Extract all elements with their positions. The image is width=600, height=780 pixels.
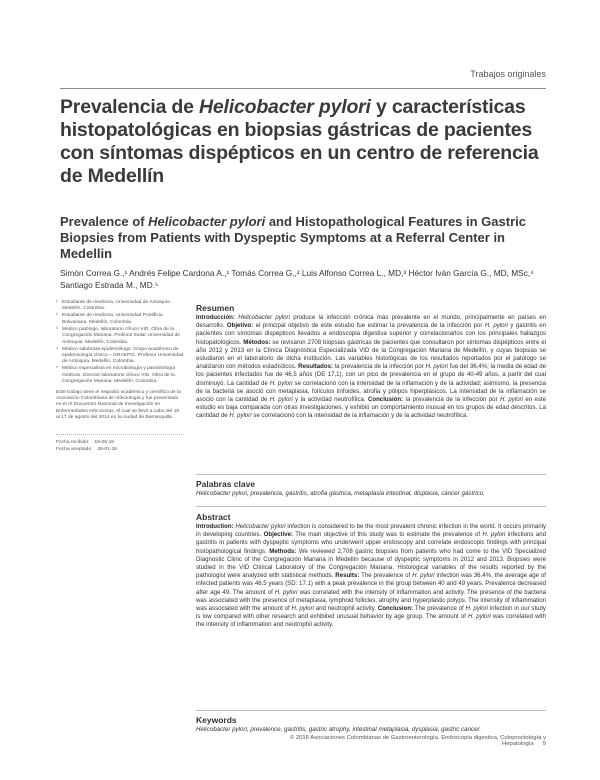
abstract-objective-label: Objective: [263, 531, 294, 539]
section-divider [196, 506, 546, 507]
resumen-heading: Resumen [196, 303, 235, 313]
footnote-text: Estudiante de medicina, Universidad Pontificia Bolivariana. Medellín, Colombia. [62, 313, 163, 325]
resumen-species: H. pylori [484, 322, 508, 330]
abstract-conclusion-text: infection in our study is low compared with other research and exhibited unusual behavior by age group. The amount of [196, 605, 546, 621]
footnote-item [56, 300, 184, 313]
accepted-date [56, 447, 184, 453]
footnote-number: ⁴ [56, 346, 59, 352]
received-label: Fecha recibido: [56, 439, 90, 445]
title-english [60, 214, 550, 262]
palabras-clave-section [196, 479, 546, 498]
accepted-label: Fecha aceptado: [56, 447, 93, 453]
keywords-text: Helicobacter pylori, prevalence, gastritis, gastric atrophy, intestinal metaplasia, dysplasia, gastric cancer. [196, 726, 482, 733]
footnote-number: ² [56, 313, 58, 319]
abstract-species: H. pylori [482, 531, 506, 539]
abstract-intro-label: Introduction: [196, 523, 234, 530]
abstract-species: H. pylori [291, 605, 314, 613]
footnote-item [56, 347, 184, 366]
footnote-text: Médico especialista en microbiología y parasitología médicas. Director laboratorio clínico VID, Obra de la Congregación Mariana. Medellín, Colombia. [62, 366, 176, 385]
palabras-clave-text: Helicobacter pylori, prevalencia, gastritis, atrofia gástrica, metaplasia intestinal, displasia, cáncer gástrico. [196, 490, 485, 497]
abstract-objective-text: The main objective of this study was to estimate the prevalence of [293, 531, 483, 539]
received-date [56, 440, 184, 446]
abstract-results-text: was correlated with the intensity of inflammation and activity. The presence of the bacteria was associated with the presence of metaplasia, lymphoid follicles, atrophy and hyperplastic polyps. The intensity of inflammation was associated with the amount of [196, 588, 546, 613]
author-line-2: Santiago Estrada M., MD.⁵ [60, 280, 159, 290]
support-note: Este trabajo tiene el respaldo académico y científico de la Asociación Colombiana de Infectología y fue presentado en el IX Encuentro Nacional de Investigación en Enfermedades Infecciosas, el cual se llevó a cabo del 15 al 17 de agosto del 2014 en la ciudad de Barranquilla. [56, 389, 181, 421]
section-divider [196, 710, 546, 711]
resumen-body [196, 314, 546, 421]
resumen-intro-label: Introducción: [196, 314, 235, 321]
footnote-text: Médico salubrista epidemiólogo. Grupo académico de epidemiología clínica – GRAEPIC. Profesor Universidad de Antioquia. Medellín, Colombia. [62, 346, 184, 365]
footer-copyright: © 2016 Asociaciones Colombianas de Gastroenterología, Endoscopia digestiva, Coloproctología y Hepatología [289, 735, 546, 747]
footnote-number: ¹ [56, 300, 58, 305]
footnote-separator [56, 434, 184, 435]
footnote-number: ³ [56, 326, 58, 332]
resumen-section [196, 303, 546, 421]
abstract-methods-text: We reviewed 2,708 gastric biopsies from patients who had come to the VID Specialized Diagnostic Clinic of the Congregación Mariana in Medellín because of dyspeptic symptoms in 2012 and 2013. Biopsies were studied in the VID Clinical Laboratory of the Congregación Mariana. Histological variables of the results reported by the pathologist were analyzed with statistical methods. [196, 547, 546, 580]
footnote-text: Médico patólogo, laboratorio clínico VID, Obra de la Congregación Mariana. Profesor titular Universidad de Antioquia. Medellín, Colombia. [62, 326, 180, 345]
abstract-species: Helicobacter pylori [235, 523, 286, 530]
abstract-conclusion-text: The prevalence of [413, 605, 466, 613]
footnote-item [56, 327, 184, 346]
abstract-body [196, 523, 546, 630]
resumen-species: Helicobacter pylori [238, 314, 290, 321]
title-es-pre: Prevalencia de [60, 96, 200, 118]
accepted-value: 26-01-16 [97, 447, 118, 453]
resumen-conclusion-label: Conclusión: [367, 396, 404, 404]
abstract-conclusion-text: was correlated with the intensity of inflammation and neutrophil activity. [196, 613, 546, 629]
title-es-post: y características histopatológicas en biopsias gástricas de pacientes con síntomas dispépticos en un centro de referencia de Medellín [60, 96, 539, 187]
author-list [60, 267, 546, 291]
resumen-conclusion-text: la prevalencia de la infección por [403, 396, 500, 404]
abstract-section [196, 512, 546, 630]
title-es-species: Helicobacter pylori [199, 96, 371, 118]
abstract-heading: Abstract [196, 512, 231, 522]
author-line-1: Simón Correa G.,¹ Andrés Felipe Cardona A.,¹ Tomás Correa G.,² Luis Alfonso Correa L., MD,³ Héctor Iván García G., MD, MSc,⁴ [60, 268, 534, 278]
section-label: Trabajos originales [470, 69, 546, 79]
abstract-results-text: infection was 36.4%, the average age of infected patients was 46.5 years (SD: 17.1) with a peak prevalence in the group between 40 and 49 years. Prevalence decreased after age 49. The amount of [196, 572, 546, 596]
title-spanish [60, 96, 550, 188]
resumen-species: H. pylori [499, 396, 523, 404]
abstract-species: H. pylori [274, 588, 298, 596]
resumen-species: H. pylori [425, 363, 448, 371]
resumen-results-text: fue del 36,4%; la media de edad de los pacientes infectados fue de 46,5 años (DE 17,1), con un pico de prevalencia en el grupo de 40-49 años, a partir del cual disminuyó. La cantidad de [196, 363, 546, 387]
abstract-results-text: and neutrophil activity. [313, 605, 378, 613]
keywords-heading: Keywords [196, 715, 237, 725]
header-rule [60, 88, 546, 89]
resumen-results-label: Resultados: [298, 363, 334, 371]
title-en-pre: Prevalence of [60, 214, 149, 229]
abstract-conclusion-label: Conclusion: [377, 605, 414, 613]
resumen-species: H. pylori [269, 396, 293, 404]
abstract-intro-text: infection is considered to be the most prevalent chronic infection in the world. It occurs primarily in developing countries. [196, 523, 546, 539]
affiliation-footnotes [56, 300, 184, 455]
title-en-post: and Histopathological Features in Gastric Biopsies from Patients with Dyspeptic Symptoms at a Referral Center in Medellin [60, 214, 526, 261]
resumen-objective-label: Objetivo: [226, 322, 254, 330]
abstract-results-label: Results: [335, 572, 360, 580]
keywords-section [196, 715, 546, 734]
abstract-objective-text: infections and gastritis in patients with dyspeptic symptoms who underwent upper endoscopy and correlate endoscopic findings with principal histopathological findings. [196, 531, 546, 555]
resumen-methods-label: Métodos: [243, 338, 271, 346]
footnote-item [56, 313, 184, 326]
abstract-species: H. pylori [412, 572, 435, 580]
page-number: 9 [542, 741, 546, 747]
received-value: 19-05-15 [94, 439, 115, 445]
resumen-conclusion-text: en este estudio es baja comparada con otras investigaciones, y exhibió un comportamiento inusual en los grupos de edad descritos. La cantidad de [196, 396, 546, 420]
resumen-objective-text: el principal objetivo de este estudio fue estimar la prevalencia de la infección por [253, 322, 485, 330]
palabras-clave-heading: Palabras clave [196, 479, 256, 489]
abstract-species: H. pylori [468, 613, 491, 621]
abstract-results-text: The prevalence of [359, 572, 413, 580]
footnote-text: Estudiante de medicina, Universidad de Antioquia. Medellín, Colombia. [62, 300, 172, 312]
resumen-results-text: la prevalencia de la infección por [333, 363, 426, 371]
abstract-methods-label: Methods: [269, 547, 297, 555]
resumen-objective-text: y gastritis en pacientes con síntomas dispépticos llevados a endoscopia digestiva superior y correlacionarlos con los principales hallazgos histopatológicos. [196, 322, 546, 346]
title-en-species: Helicobacter pylori [148, 214, 266, 229]
resumen-conclusion-text: se correlacionó con la intensidad de la inflamación y de la actividad neutrofílica. [251, 412, 469, 420]
page-footer [250, 735, 546, 747]
resumen-results-text: y la actividad neutrofílica. [292, 396, 368, 404]
section-divider [196, 474, 546, 475]
resumen-species: H. pylori [229, 412, 252, 420]
abstract-species: H. pylori [465, 605, 488, 613]
resumen-species: H. pylori [269, 379, 293, 387]
resumen-results-text: se correlacionó con la intensidad de la inflamación y de la actividad; asimismo, la presencia de la bacteria se asoció con metaplasia, folículos linfoides, atrofia y pólipos hiperplásicos. La intensidad de la inflamación se asoció con la cantidad de [196, 379, 547, 404]
resumen-intro-text: produce la infección crónica más prevalente en el mundo, principalmente en países en desarrollo. [196, 314, 546, 330]
resumen-methods-text: se revisaron 2708 biopsias gástricas de pacientes que consultaron por síntomas dispépticos entre el año 2012 y 2013 en la Clínica Diagnóstica Especializada VID de la Congregación Mariana de Medellín, y cuyas biopsias se estudiaron en el laboratorio de dicha institución. Las variables histológicas de los resultados reportados por el patólogo se analizaron con métodos estadísticos. [196, 338, 546, 371]
footnote-number: ⁵ [56, 366, 59, 372]
footnote-item [56, 366, 184, 385]
